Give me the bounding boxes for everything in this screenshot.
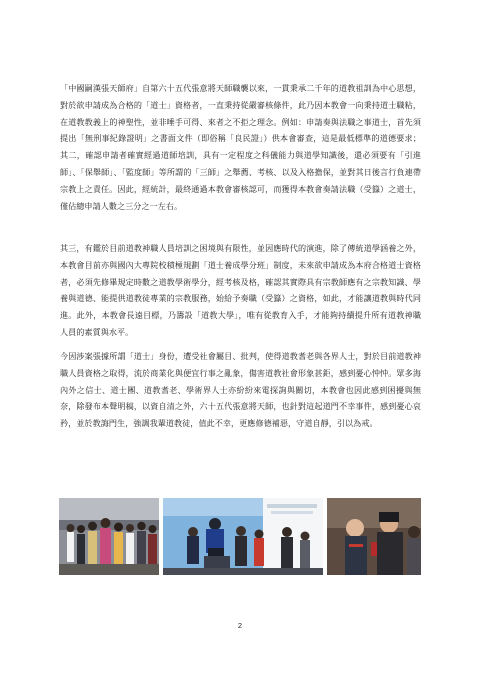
- media-interview-photo: [327, 498, 421, 575]
- podium-speaker-photo: [163, 498, 323, 575]
- paragraph-2: 其三，有鑑於目前道教神職人員培訓之困境與有限性，並因應時代的演進，除了傳統道學涵養之外，本教會目前亦與國內大專院校積極規劃「道士養成學分班」制度，未來欲申請成為本府合格道士資格者，必須先修畢規定時數之道教學術學分，經考核及格，確認其實際具有宗教師應有之宗教知識、學養與道德、能提供道教徒專業的宗教服務，始給予奏職（受籙）之資格，如此，才能讓道教與時代同進。此外，本教會長遠目標，乃籌設「道教大學」，唯有從教育入手，才能夠持續提升所有道教神職人員的素質與水平。: [60, 243, 421, 337]
- paragraph-3: 今因涉案張據所謂「道士」身份，遭受社會屬目、批判，使得道教耆老與各界人士，對於目前道教神職人員資格之取得，流於商業化與便宜行事之亂象，傷害道教社會形象甚鉅，感到憂心忡忡。眾多海內外之信士、道士團、道教耆老、學術界人士亦紛紛來電探詢與關切，本教會也因此感到困擾與無奈，除發布本聲明稿，以資自清之外，六十五代張意將天師，也針對這起道門不幸事件，感到憂心哀矜，並於教誨門生，強調我輩道教徒，值此不幸，更應修德補惡，守道自靜，引以為戒。: [60, 351, 421, 429]
- ceremony-crowd-photo: [59, 498, 159, 575]
- page-number: 2: [237, 621, 243, 630]
- photo-strip: [59, 498, 421, 575]
- paragraph-1: 「中國嗣漢張天師府」自第六十五代張意將天師職襲以來，一貫秉承二千年的道教祖訓為中心思想，對於欲申請成為合格的「道士」資格者，一直秉持從嚴審核條件，此乃因本教會一向秉持道士職粘，在道教教義上的神聖性，並非唾手可得、來者之不拒之理念。例如：申請奏與法職之事道士，首先須提出「無刑事紀錄證明」之書面文件（即俗稱「良民證」）供本會審查，這是最低標準的道德要求；其二，確認申請者確實經過道師培訓，具有一定程度之科儀能力與道學知識後，還必須要有「引進師」、「保舉師」、「監度師」等所謂的「三師」之舉薦、考核、以及入格擔保，並對其日後言行負連帶宗教上之責任。因此，經統計，最終通過本教會審核認可，而獲得本教會奏請法職（受籙）之道士，僅佔總申請人數之三分之一左右。: [60, 83, 421, 211]
